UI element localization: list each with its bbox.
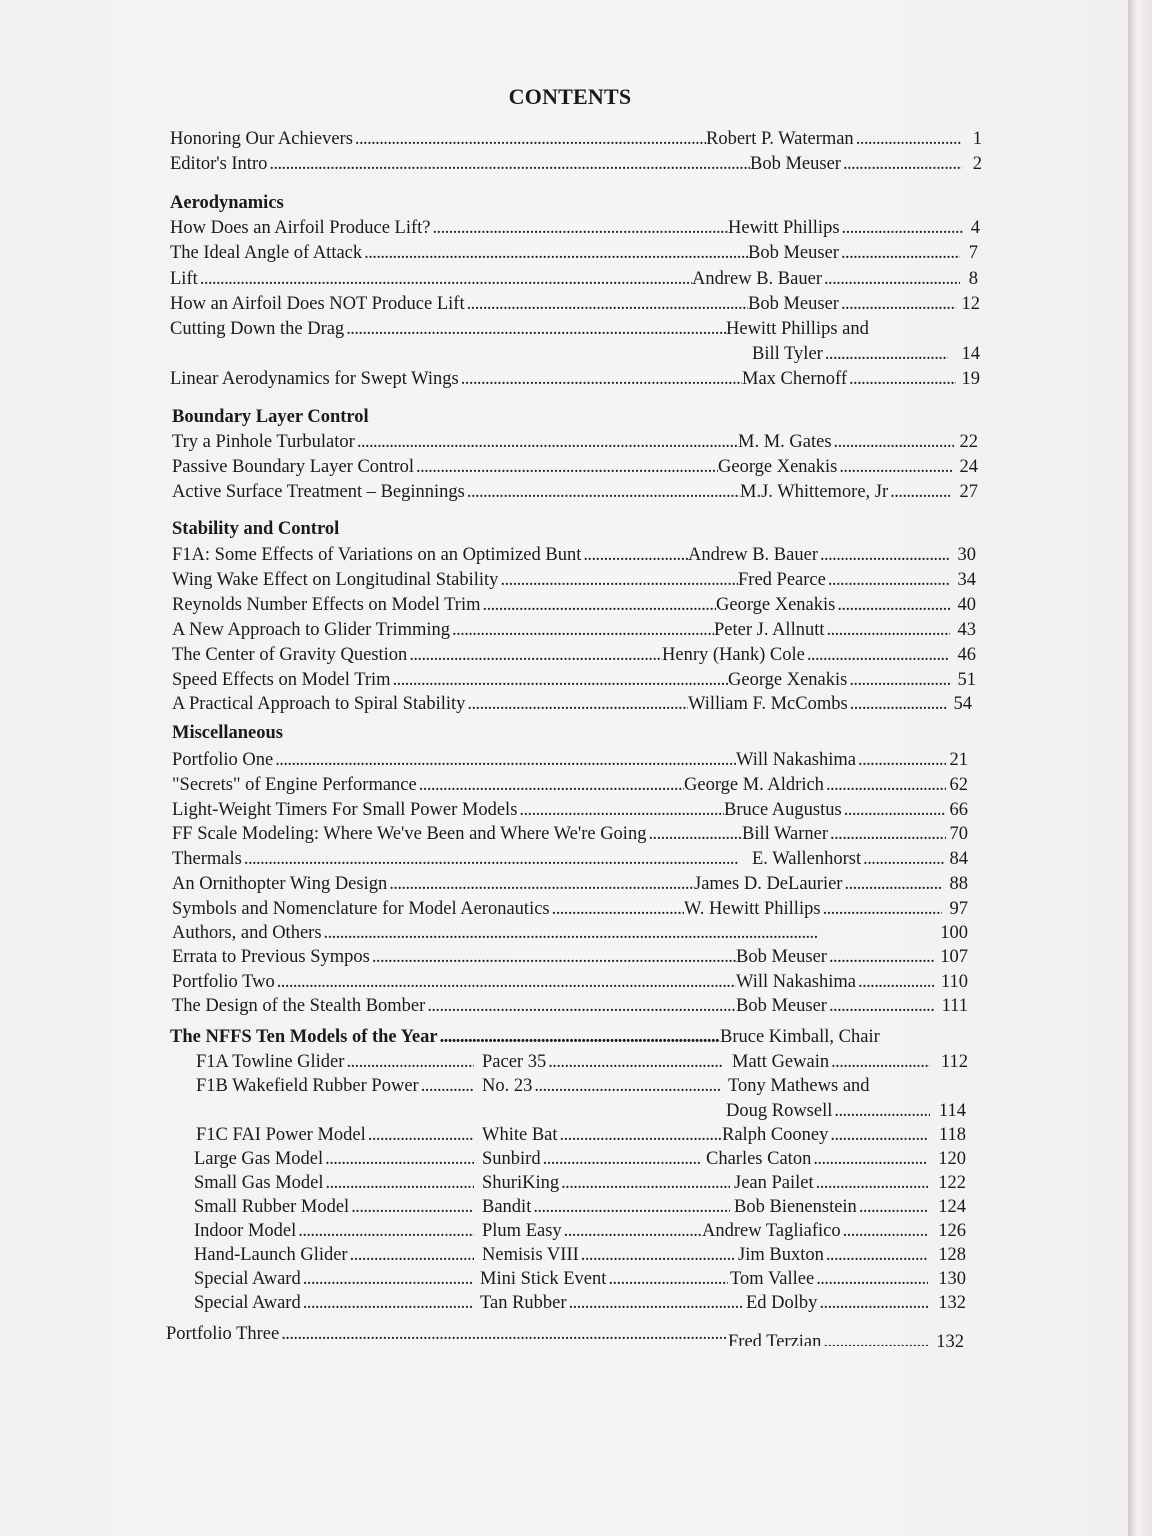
entry-author: Will Nakashima . . . xyxy=(736,970,934,994)
entry-author: Bill Tyler . . . xyxy=(752,342,948,366)
model-category: Large Gas Model . . . xyxy=(194,1147,474,1171)
entry-page: 14 xyxy=(961,344,980,364)
toc-entry xyxy=(172,455,978,479)
entry-author: Andrew B. Bauer . . . xyxy=(692,267,960,291)
entry-page: 66 xyxy=(949,800,968,820)
entry-title: A Practical Approach to Spiral Stability . . . xyxy=(172,692,688,716)
entry-page: 2 xyxy=(972,154,982,174)
entry-author: George Xenakis . . . xyxy=(716,593,950,617)
entry-page: 114 xyxy=(938,1101,966,1121)
toc-entry xyxy=(172,480,978,504)
model-category: F1A Towline Glider . . . xyxy=(196,1050,474,1074)
section-heading-boundary-layer: Boundary Layer Control xyxy=(172,407,369,427)
toc-entry xyxy=(166,1322,964,1352)
entry-page: 46 xyxy=(957,645,976,665)
page-title: CONTENTS xyxy=(508,84,632,109)
model-category: F1B Wakefield Rubber Power . . . xyxy=(196,1074,474,1098)
toc-entry xyxy=(172,773,968,797)
toc-entry xyxy=(172,593,976,617)
entry-page: 1 xyxy=(972,129,982,149)
model-designer-row xyxy=(746,1291,966,1315)
entry-title: The Ideal Angle of Attack . . . xyxy=(170,241,748,265)
model-name: White Bat . . . xyxy=(482,1123,722,1147)
section-heading-stability: Stability and Control xyxy=(172,519,340,539)
model-designer-row xyxy=(706,1147,966,1171)
model-category: Hand-Launch Glider . . . xyxy=(194,1243,474,1267)
entry-title: Passive Boundary Layer Control . . . xyxy=(172,455,718,479)
model-designer-row xyxy=(730,1267,966,1291)
model-name: Sunbird . . . xyxy=(482,1147,702,1171)
entry-page: 22 xyxy=(959,432,978,452)
model-designer: Jean Pailet . . . xyxy=(734,1171,928,1195)
entry-page: 100 xyxy=(940,923,968,943)
entry-author: Peter J. Allnutt . . . xyxy=(714,618,950,642)
entry-page: 122 xyxy=(938,1173,966,1193)
entry-title: Thermals . . . xyxy=(172,847,752,871)
entry-page: 112 xyxy=(940,1052,968,1072)
model-category: Indoor Model . . . xyxy=(194,1219,474,1243)
entry-title: A New Approach to Glider Trimming . . . xyxy=(172,618,714,642)
model-designer-row xyxy=(702,1219,966,1243)
model-designer: Matt Gewain . . . xyxy=(732,1050,930,1074)
entry-title: Portfolio One . . . xyxy=(172,748,736,772)
toc-entry xyxy=(172,643,976,667)
toc-entry xyxy=(172,847,968,871)
entry-title: How an Airfoil Does NOT Produce Lift . . . xyxy=(170,292,748,316)
entry-page: 30 xyxy=(957,545,976,565)
entry-title: Lift . . . xyxy=(170,267,692,291)
entry-author: Robert P. Waterman . . . xyxy=(706,127,962,151)
model-designer: Tom Vallee . . . xyxy=(730,1267,928,1291)
entry-author: Bill Warner . . . xyxy=(742,822,946,846)
entry-page: 132 xyxy=(938,1293,966,1313)
entry-title: Honoring Our Achievers . . . xyxy=(170,127,706,151)
model-name: Plum Easy . . . xyxy=(482,1219,702,1243)
entry-author: George M. Aldrich . . . xyxy=(684,773,946,797)
entry-author: Fred Pearce . . . xyxy=(738,568,950,592)
entry-author: Hewitt Phillips . . . xyxy=(728,216,964,240)
model-name: Bandit . . . xyxy=(482,1195,730,1219)
toc-entry xyxy=(172,618,976,642)
entry-page: 43 xyxy=(957,620,976,640)
entry-title: Symbols and Nomenclature for Model Aeronautics . . . xyxy=(172,897,684,921)
entry-page: 7 xyxy=(968,243,978,263)
entry-page: 107 xyxy=(940,947,968,967)
toc-entry xyxy=(172,872,968,896)
entry-author: Bob Meuser . . . xyxy=(736,945,934,969)
model-name: No. 23 . . . xyxy=(482,1074,722,1098)
section-heading-nffs: The NFFS Ten Models of the Year . . . xyxy=(170,1025,720,1049)
entry-page: 54 xyxy=(953,694,972,714)
model-designer: Doug Rowsell . . . xyxy=(726,1099,930,1123)
entry-author: Hewitt Phillips and xyxy=(726,319,869,339)
entry-page: 51 xyxy=(957,670,976,690)
entry-page: 19 xyxy=(961,369,980,389)
entry-author: Fred Terzian . . . xyxy=(728,1330,928,1346)
entry-author: William F. McCombs . . . xyxy=(688,692,948,716)
model-name: Nemisis VIII . . . xyxy=(482,1243,734,1267)
entry-author: M. M. Gates . . . xyxy=(738,430,954,454)
section-heading-aerodynamics: Aerodynamics xyxy=(170,193,284,213)
toc-entry xyxy=(172,543,976,567)
entry-author: Bruce Augustus . . . xyxy=(724,798,946,822)
model-designer: Ralph Cooney . . . xyxy=(722,1123,928,1147)
toc-entry xyxy=(172,748,968,772)
entry-page: 40 xyxy=(957,595,976,615)
entry-title: Portfolio Three . . . xyxy=(166,1322,728,1346)
model-designer: Charles Caton . . . xyxy=(706,1147,928,1171)
toc-entry xyxy=(170,317,980,341)
model-designer: Jim Buxton . . . xyxy=(738,1243,928,1267)
entry-title: Reynolds Number Effects on Model Trim . . . xyxy=(172,593,716,617)
page-edge xyxy=(1128,0,1152,1536)
entry-author: Bruce Kimball, Chair xyxy=(720,1027,880,1047)
entry-page: 4 xyxy=(970,218,980,238)
entry-author: Bob Meuser . . . xyxy=(748,292,956,316)
toc-entry xyxy=(172,945,968,969)
model-designer-row xyxy=(734,1171,966,1195)
toc-entry xyxy=(172,668,976,692)
model-category: Small Rubber Model . . . xyxy=(194,1195,474,1219)
entry-title: The Center of Gravity Question . . . xyxy=(172,643,662,667)
entry-author: Andrew B. Bauer . . . xyxy=(688,543,950,567)
entry-author: W. Hewitt Phillips . . . xyxy=(684,897,942,921)
model-designer: Tony Mathews and xyxy=(728,1076,870,1096)
model-designer-row xyxy=(732,1050,968,1074)
toc-entry xyxy=(170,127,982,151)
entry-title: Errata to Previous Sympos . . . xyxy=(172,945,736,969)
model-category: Special Award . . . xyxy=(194,1267,474,1291)
entry-author: Bob Meuser . . . xyxy=(736,994,934,1018)
entry-page: 126 xyxy=(938,1221,966,1241)
entry-title: Wing Wake Effect on Longitudinal Stability . . . xyxy=(172,568,738,592)
entry-title: Editor's Intro . . . xyxy=(170,152,750,176)
model-name: Tan Rubber . . . xyxy=(480,1291,742,1315)
entry-author: Max Chernoff . . . xyxy=(742,367,956,391)
entry-page: 88 xyxy=(949,874,968,894)
entry-title: How Does an Airfoil Produce Lift? . . . xyxy=(170,216,728,240)
model-name: Mini Stick Event . . . xyxy=(480,1267,728,1291)
model-name: ShuriKing . . . xyxy=(482,1171,730,1195)
toc-entry xyxy=(170,367,980,391)
entry-author: E. Wallenhorst . . . xyxy=(752,847,944,871)
entry-author: Will Nakashima . . . xyxy=(736,748,946,772)
nffs-row-continued xyxy=(726,1099,966,1123)
toc-entry-continued xyxy=(752,342,980,366)
toc-entry xyxy=(172,692,972,716)
entry-page: 124 xyxy=(938,1197,966,1217)
entry-page: 8 xyxy=(968,269,978,289)
entry-page: 84 xyxy=(949,849,968,869)
toc-entry-nffs xyxy=(170,1025,904,1049)
entry-page: 70 xyxy=(949,824,968,844)
toc-entry xyxy=(172,897,968,921)
toc-entry xyxy=(170,267,978,291)
entry-page: 12 xyxy=(961,294,980,314)
entry-page: 110 xyxy=(940,972,968,992)
entry-title: "Secrets" of Engine Performance . . . xyxy=(172,773,684,797)
entry-page: 128 xyxy=(938,1245,966,1265)
entry-title: Light-Weight Timers For Small Power Models . . . xyxy=(172,798,724,822)
model-designer: Ed Dolby . . . xyxy=(746,1291,928,1315)
entry-page: 120 xyxy=(938,1149,966,1169)
section-heading-miscellaneous: Miscellaneous xyxy=(172,723,283,743)
entry-title: Cutting Down the Drag . . . xyxy=(170,317,726,341)
entry-author: Bob Meuser . . . xyxy=(748,241,960,265)
model-category: F1C FAI Power Model . . . xyxy=(196,1123,474,1147)
model-category: Small Gas Model . . . xyxy=(194,1171,474,1195)
entry-page: 111 xyxy=(941,996,968,1016)
toc-entry xyxy=(170,292,980,316)
toc-entry xyxy=(170,241,978,265)
entry-page: 21 xyxy=(949,750,968,770)
entry-title: FF Scale Modeling: Where We've Been and Where We're Going . . . xyxy=(172,822,742,846)
entry-author: Bob Meuser . . . xyxy=(750,152,962,176)
entry-title: An Ornithopter Wing Design . . . xyxy=(172,872,694,896)
entry-page: 97 xyxy=(949,899,968,919)
entry-title: The Design of the Stealth Bomber . . . xyxy=(172,994,736,1018)
entry-author: James D. DeLaurier . . . xyxy=(694,872,942,896)
toc-entry xyxy=(172,798,968,822)
model-name: Pacer 35 . . . xyxy=(482,1050,722,1074)
model-designer-row xyxy=(738,1243,966,1267)
toc-entry xyxy=(170,152,982,176)
entry-title: Linear Aerodynamics for Swept Wings . . . xyxy=(170,367,742,391)
entry-page: 132 xyxy=(936,1332,964,1352)
toc-entry xyxy=(172,430,978,454)
model-designer: Bob Bienenstein . . . xyxy=(734,1195,928,1219)
entry-title: F1A: Some Effects of Variations on an Optimized Bunt . . . xyxy=(172,543,688,567)
entry-author: George Xenakis . . . xyxy=(718,455,952,479)
toc-entry xyxy=(172,568,976,592)
entry-page: 24 xyxy=(959,457,978,477)
toc-entry xyxy=(170,216,980,240)
toc-entry xyxy=(172,921,968,945)
model-designer-row xyxy=(734,1195,966,1219)
entry-title: Portfolio Two . . . xyxy=(172,970,736,994)
entry-title: Speed Effects on Model Trim . . . xyxy=(172,668,728,692)
entry-title: Try a Pinhole Turbulator . . . xyxy=(172,430,738,454)
entry-page: 34 xyxy=(957,570,976,590)
toc-entry xyxy=(172,994,968,1018)
entry-page: 130 xyxy=(938,1269,966,1289)
model-designer: Andrew Tagliafico . . . xyxy=(702,1219,928,1243)
entry-title: Active Surface Treatment – Beginnings . . . xyxy=(172,480,740,504)
entry-page: 62 xyxy=(949,775,968,795)
model-category: Special Award . . . xyxy=(194,1291,474,1315)
entry-title: Authors, and Others . . . xyxy=(172,921,928,945)
entry-page: 27 xyxy=(959,482,978,502)
toc-entry xyxy=(172,970,968,994)
entry-author: M.J. Whittemore, Jr . . . xyxy=(740,480,950,504)
entry-page: 118 xyxy=(938,1125,966,1145)
entry-author: Henry (Hank) Cole . . . xyxy=(662,643,948,667)
toc-entry xyxy=(172,822,968,846)
entry-author: George Xenakis . . . xyxy=(728,668,952,692)
model-designer-row xyxy=(722,1123,966,1147)
